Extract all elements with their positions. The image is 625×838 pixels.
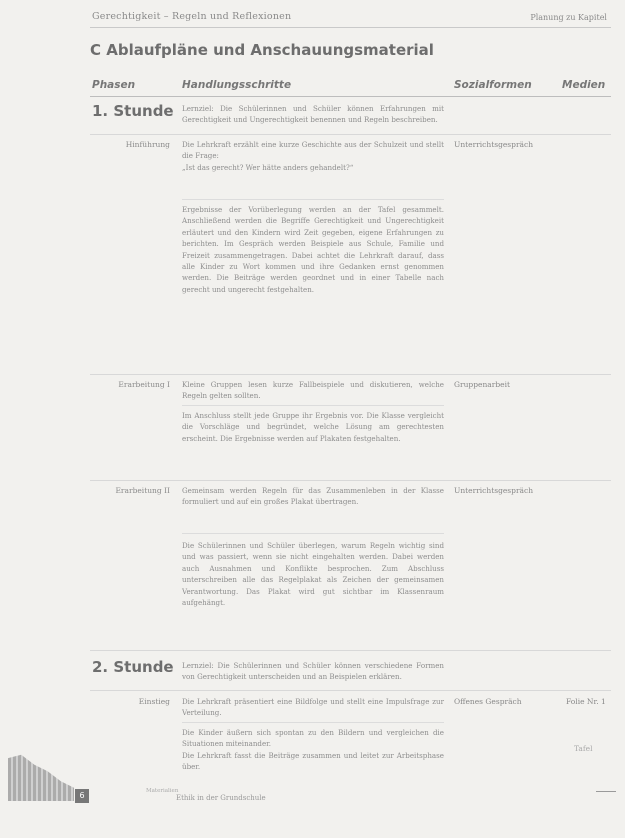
footer-text: Ethik in der Grundschule <box>176 794 266 802</box>
row-sozialform: Gruppenarbeit <box>454 380 510 389</box>
row-sozialform: Unterrichtsgespräch <box>454 486 534 495</box>
row-steps: Gemeinsam werden Regeln für das Zusammenleben in der Klasse formuliert und auf ein großes Plakat übertragen. <box>182 486 444 507</box>
sub-divider <box>182 199 444 200</box>
phase-label: Einstieg <box>138 697 170 706</box>
top-rule <box>90 27 611 28</box>
running-head-right: Planung zu Kapitel <box>530 13 607 22</box>
row-divider <box>90 650 611 651</box>
row-detail: Im Anschluss stellt jede Gruppe ihr Ergebnis vor. Die Klasse vergleicht die Vorschläge und begründet, welche Lösung am gerechtesten erscheint. Die Ergebnisse werden auf Plakaten festgehalten. <box>182 411 444 443</box>
section-title: C Ablaufpläne und Anschauungsmaterial <box>90 41 434 59</box>
decorative-strip <box>8 735 74 801</box>
row-medien: Folie Nr. 1 <box>566 697 606 706</box>
phase-label: Erarbeitung I <box>118 380 170 389</box>
stunde-2-title: 2. Stunde <box>92 658 174 676</box>
row-detail: Die Schülerinnen und Schüler überlegen, warum Regeln wichtig sind und was passiert, wenn sie nicht eingehalten werden. Dabei werden auch Ausnahmen und Konflikte besprochen. Zum Abschluss unterschreiben alle das Regelplakat als Zeichen der gemeinsamen Verantwortung. Das Plakat wird gut sichtbar im Klassenraum aufgehängt. <box>182 541 444 608</box>
column-header-sozialformen: Sozialformen <box>454 79 532 91</box>
column-header-medien: Medien <box>562 79 606 91</box>
row-divider <box>90 374 611 375</box>
sub-divider <box>182 533 444 534</box>
column-header-phasen: Phasen <box>92 79 136 91</box>
row-sozialform: Offenes Gespräch <box>454 697 522 706</box>
margin-note: Tafel <box>574 744 593 753</box>
row-steps: Kleine Gruppen lesen kurze Fallbeispiele und diskutieren, welche Regeln gelten sollten. <box>182 380 444 401</box>
footer-small-text: Materialien <box>146 788 179 794</box>
row-divider <box>90 480 611 481</box>
column-header-handlungsschritte: Handlungsschritte <box>182 79 292 91</box>
row-steps: Die Lehrkraft präsentiert eine Bildfolge und stellt eine Impulsfrage zur Verteilung. <box>182 697 444 718</box>
phase-label: Hinführung <box>125 140 170 149</box>
stunde-1-intro: Lernziel: Die Schülerinnen und Schüler können Erfahrungen mit Gerechtigkeit und Ungerechtigkeit benennen und Regeln beschreiben. <box>182 104 444 125</box>
phase-label: Erarbeitung II <box>115 486 170 495</box>
row-steps: Die Lehrkraft erzählt eine kurze Geschichte aus der Schulzeit und stellt die Frage: „Ist das gerecht? Wer hätte anders gehandelt?“ <box>182 140 444 172</box>
footer-rule <box>596 791 616 792</box>
row-divider <box>90 690 611 691</box>
sub-divider <box>182 722 444 723</box>
stunde-1-title: 1. Stunde <box>92 102 174 120</box>
page-number: 6 <box>75 789 89 803</box>
stunde-2-intro: Lernziel: Die Schülerinnen und Schüler können verschiedene Formen von Gerechtigkeit unterscheiden und an Beispielen erklären. <box>182 661 444 682</box>
row-detail: Ergebnisse der Vorüberlegung werden an der Tafel gesammelt. Anschließend werden die Begriffe Gerechtigkeit und Ungerechtigkeit erläutert und den Kindern wird Zeit gegeben, eigene Erfahrungen zu berichten. Im Gespräch werden Beispiele aus Schule, Familie und Freizeit zusammengetragen. Dabei achtet die Lehrkraft darauf, dass alle Kinder zu Wort kommen und ihre Gedanken ernst genommen werden. Die Beiträge werden geordnet und in einer Tabelle nach gerecht und ungerecht festgehalten. <box>182 205 444 294</box>
running-head: Gerechtigkeit – Regeln und Reflexionen <box>92 11 292 22</box>
row-divider <box>90 134 611 135</box>
sub-divider <box>182 405 444 406</box>
row-sozialform: Unterrichtsgespräch <box>454 140 534 149</box>
row-detail: Die Kinder äußern sich spontan zu den Bildern und vergleichen die Situationen miteinander. Die Lehrkraft fasst die Beiträge zusammen und leitet zur Arbeitsphase über. <box>182 728 444 772</box>
header-rule <box>90 96 611 97</box>
